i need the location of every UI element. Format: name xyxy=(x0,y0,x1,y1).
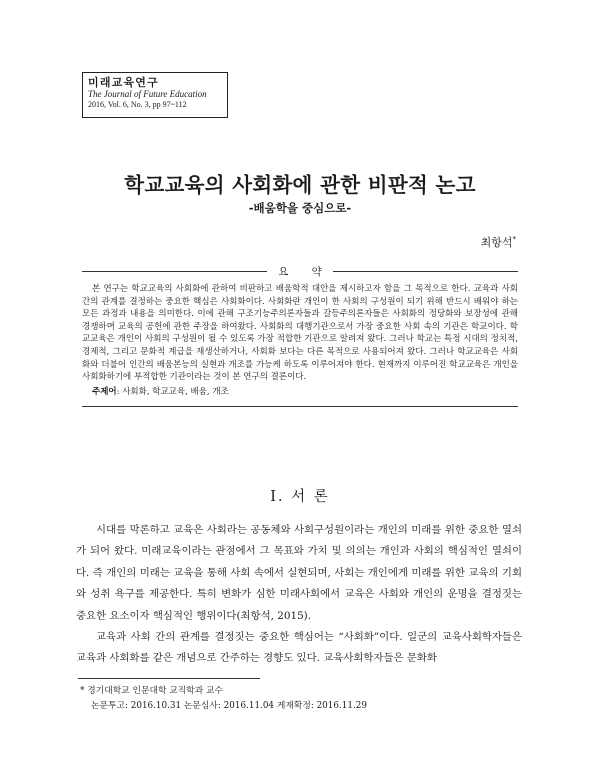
journal-name: 미래교육연구 xyxy=(88,76,159,89)
abstract-bottom-rule xyxy=(82,406,518,407)
footnote-dates: 논문투고: 2016.10.31 논문심사: 2016.11.04 게재확정: 2016.11.29 xyxy=(91,701,367,711)
abstract-text: 본 연구는 학교교육의 사회화에 관하여 비판하고 배움학적 대안을 제시하고자 함을 그 목적으로 한다. 교육과 사회 간의 관계를 결정하는 중요한 핵심은 사회화이다. 사회화란 개인이 한 사회의 구성원이 되기 위해 반드시 배워야 하는 모든 과정과 내용을 의미한다. 이에 관해 구조기능주의론자들과 갈등주의론자들은 사회화의 정당화와 보장성에 관해 경쟁하며 교육의 공헌에 관한 주장을 하여왔다. 사회화의 대행기관으로서 가장 중요한 사회 속의 기관은 학교이다. 학교교육은 개인이 사회의 구성원이 될 수 있도록 가장 적합한 기관으로 알려져 왔다. 그러나 학교는 특정 시대의 정치적, 경제적, 그리고 문화적 계급을 재생산하거나, 사회화 보다는 다른 목적으로 사용되어져 왔다. 그러나 학교교육은 사회화와 더불어 인간의 배움본능의 실현과 개조를 가능케 하도록 이루어져야 한다. 현재까지 이루어진 학교교육은 개인을 사회화하기에 부적합한 기관이라는 것이 본 연구의 결론이다. xyxy=(82,284,518,383)
journal-english-name: The Journal of Future Education xyxy=(88,89,207,99)
footnote-affiliation: * 경기대학교 인문대학 교직학과 교수 xyxy=(80,686,224,696)
section-heading: Ⅰ. 서 론 xyxy=(270,489,330,505)
paper-title: 학교교육의 사회화에 관한 비판적 논고 xyxy=(124,173,476,197)
keywords-list: : 사회화, 학교교육, 배움, 개조 xyxy=(116,387,229,397)
body-paragraph: 시대를 막론하고 교육은 사회라는 공동체와 사회구성원이라는 개인의 미래를 위한 중요한 열쇠가 되어 왔다. 미래교육이라는 관점에서 그 목표와 가치 및 의의는 개인과 사회의 핵심적인 열쇠이다. 즉 개인의 미래는 교육을 통해 사회 속에서 실현되며, 사회는 개인에게 미래를 위한 교육의 기회와 성취 욕구를 제공한다. 특히 변화가 심한 미래사회에서 교육은 사회와 개인의 운명을 결정짓는 중요한 요소이자 핵심적인 행위이다(최항석, 2015). xyxy=(76,524,522,622)
body-text xyxy=(76,520,522,670)
author-name: 최항석 xyxy=(480,236,513,249)
author xyxy=(481,234,516,250)
abstract-heading: 요 약 xyxy=(278,266,332,278)
keywords xyxy=(92,385,229,397)
journal-volume-info: 2016, Vol. 6, No. 3, pp 97~112 xyxy=(88,100,187,109)
abstract-header xyxy=(82,264,518,278)
keywords-label: 주제어 xyxy=(92,387,117,397)
footnote-rule xyxy=(78,678,260,679)
paper-subtitle: -배움학을 중심으로- xyxy=(248,201,352,215)
body-paragraph: 교육과 사회 간의 관계를 결정짓는 중요한 핵심어는 “사회화”이다. 일군의 교육사회학자들은 교육과 사회화를 같은 개념으로 간주하는 경향도 있다. 교육사회학자들은 문화화 xyxy=(76,631,522,665)
author-footnote-mark: * xyxy=(512,235,516,244)
abstract-header-rule-right xyxy=(333,271,518,272)
journal-info-box xyxy=(82,72,228,118)
footnote xyxy=(80,684,367,714)
